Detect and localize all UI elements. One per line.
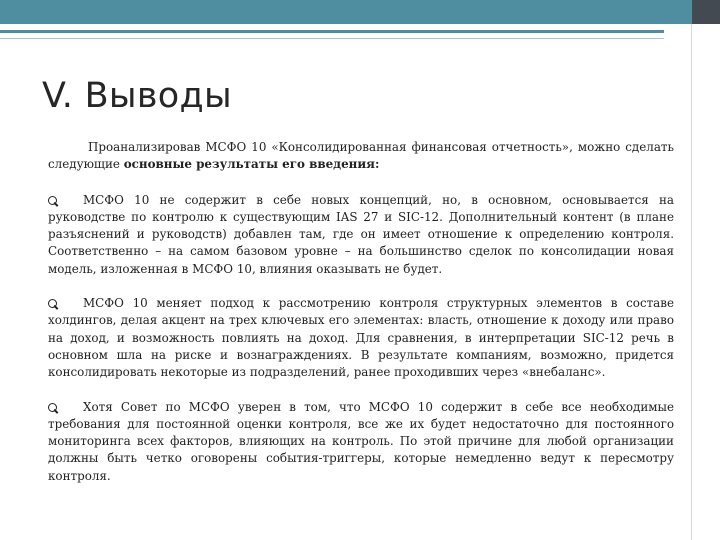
intro-text: Проанализировав МСФО 10 «Консолидированная финансовая отчетность», можно сделать следующие [48, 140, 674, 172]
checkbox-q-bullet-icon [48, 403, 57, 412]
top-banner [0, 0, 720, 24]
right-sidebar [691, 24, 720, 540]
intro-bold-text: основные результаты его введения: [123, 157, 380, 172]
bullet-item-3 [48, 399, 674, 485]
intro-paragraph [48, 139, 674, 174]
slide-title: V. Выводы [42, 76, 232, 116]
checkbox-q-bullet-icon [48, 299, 57, 308]
header-rule-thick [0, 30, 664, 33]
top-banner-dark-block [692, 0, 720, 24]
header-rule-thin [0, 38, 664, 39]
top-banner-teal [0, 0, 692, 24]
bullet-text-2: МСФО 10 меняет подход к рассмотрению контроля структурных элементов в составе холдингов, делая акцент на трех ключевых его элементах: власть, отношение к доходу или право на доход, и возможность повлиять на доход. Для сравнения, в интерпретации SIC-12 речь в основном шла на риске и вознаграждениях. В результате компаниям, возможно, придется консолидировать некоторые из подразделений, ранее проходивших через «внебаланс». [48, 296, 674, 380]
slide-body [48, 139, 674, 502]
bullet-text-3: Хотя Совет по МСФО уверен в том, что МСФО 10 содержит в себе все необходимые требования для постоянной оценки контроля, все же их будет недостаточно для постоянного мониторинга всех факторов, влияющих на контроль. По этой причине для любой организации должны быть четко оговорены события-триггеры, которые немедленно ведут к пересмотру контроля. [48, 399, 674, 483]
checkbox-q-bullet-icon [48, 196, 57, 205]
bullet-text-1: МСФО 10 не содержит в себе новых концепций, но, в основном, основывается на руководстве по контролю к существующим IAS 27 и SIC-12. Дополнительный контент (в плане разъяснений и руководств) добавлен там, где он имеет отношение к определению контроля. Соответственно – на самом базовом уровне – на большинство сделок по консолидации новая модель, изложенная в МСФО 10, влияния оказывать не будет. [48, 192, 674, 276]
bullet-item-1 [48, 192, 674, 278]
bullet-item-2 [48, 295, 674, 381]
